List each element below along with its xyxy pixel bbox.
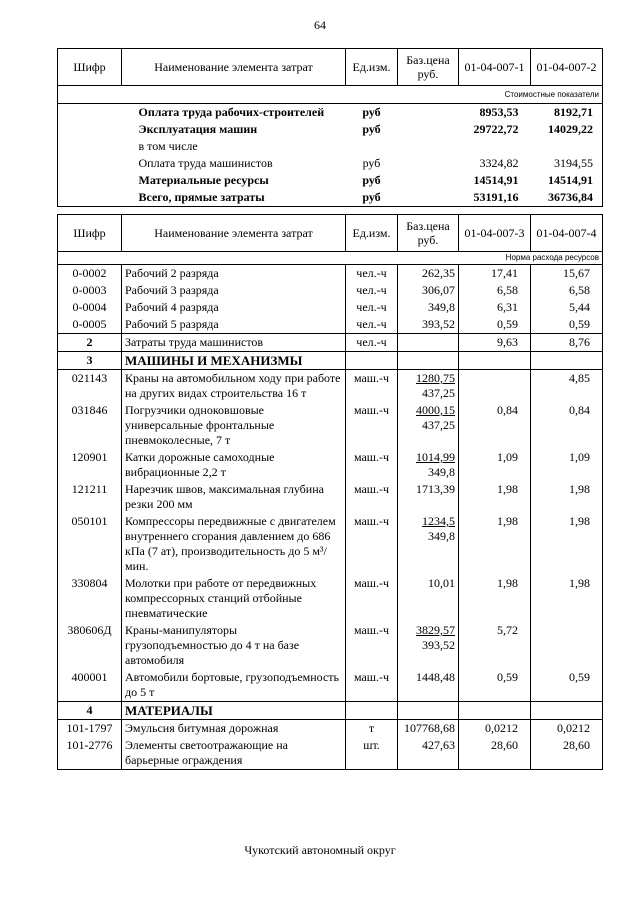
header-code: Шифр [58, 215, 122, 252]
section-row [58, 334, 603, 352]
cell-unit: т [346, 720, 398, 738]
cell-unit [346, 352, 398, 370]
cell-code: 400001 [58, 669, 122, 702]
cell-unit: чел.-ч [346, 282, 398, 299]
cell-unit: чел.-ч [346, 316, 398, 334]
cell-value-3 [459, 702, 531, 720]
base-price-value: 262,35 [422, 266, 455, 280]
table-row [58, 189, 603, 207]
cell-base-price [398, 155, 459, 172]
cell-code: 101-1797 [58, 720, 122, 738]
subheader-row [58, 86, 603, 104]
cell-unit [346, 138, 398, 155]
cell-base-price [398, 402, 459, 449]
cell-value-3: 1,98 [459, 481, 531, 513]
table-row [58, 737, 603, 770]
cell-unit: руб [346, 189, 398, 207]
section-row [58, 702, 603, 720]
table-row [58, 265, 603, 283]
header-unit: Ед.изм. [346, 215, 398, 252]
cell-unit: маш.-ч [346, 481, 398, 513]
resource-norms-table [57, 214, 603, 770]
table-header-row [58, 215, 603, 252]
cell-code [58, 121, 122, 138]
header-code: Шифр [58, 49, 122, 86]
cell-value-3: 5,72 [459, 622, 531, 669]
subheader: Норма расхода ресурсов [58, 252, 603, 265]
cell-base-price [398, 172, 459, 189]
cell-unit: чел.-ч [346, 265, 398, 283]
cell-value-2: 14029,22 [531, 121, 603, 138]
cell-value-3: 17,41 [459, 265, 531, 283]
cell-code: 031846 [58, 402, 122, 449]
cell-value-3: 0,59 [459, 316, 531, 334]
cell-unit: маш.-ч [346, 449, 398, 481]
cell-base-price [398, 669, 459, 702]
cell-code: 0-0002 [58, 265, 122, 283]
cell-value-2 [531, 138, 603, 155]
cell-unit: руб [362, 105, 381, 119]
cell-value-4: 4,85 [531, 370, 603, 403]
cell-value-4 [531, 622, 603, 669]
cell-base-price [398, 622, 459, 669]
cell-value-1 [459, 138, 531, 155]
cell-name: Оплата труда машинистов [138, 156, 273, 170]
cell-value-4: 0,59 [531, 316, 603, 334]
cell-value-3: 6,31 [459, 299, 531, 316]
table-row [58, 121, 603, 138]
cell-value-2: 3194,55 [531, 155, 603, 172]
cell-base-price [398, 513, 459, 575]
base-price-value: 4000,15 [416, 403, 455, 417]
cell-name: Всего, прямые затраты [122, 189, 346, 207]
table-row [58, 720, 603, 738]
cell-base-price [398, 104, 459, 122]
cell-name: Материальные ресурсы [138, 173, 269, 187]
table-row [58, 316, 603, 334]
cell-base-price [398, 481, 459, 513]
cell-value-3: 0,0212 [459, 720, 531, 738]
cell-name: Краны-манипуляторы грузоподъемностью до 4 т на базе автомобиля [122, 622, 346, 669]
cell-value-4: 28,60 [531, 737, 603, 770]
cell-value-3: 28,60 [459, 737, 531, 770]
cell-base-price [398, 265, 459, 283]
header-base-price: Баз.цена руб. [398, 49, 459, 86]
cell-name: Автомобили бортовые, грузоподъемность до 5 т [122, 669, 346, 702]
base-price-machinist-value: 437,25 [422, 418, 455, 432]
cell-base-price [398, 702, 459, 720]
table-row [58, 370, 603, 403]
cell-code: 021143 [58, 370, 122, 403]
cell-unit: маш.-ч [346, 370, 398, 403]
cell-code: 330804 [58, 575, 122, 622]
base-price-value: 427,63 [422, 738, 455, 752]
cell-name: Оплата труда рабочих-строителей [138, 105, 325, 119]
cell-value-3: 6,58 [459, 282, 531, 299]
cell-code: 101-2776 [58, 737, 122, 770]
header-col-2: 01-04-007-2 [531, 49, 603, 86]
base-price-machinist-value: 393,52 [422, 638, 455, 652]
subheader-row [58, 252, 603, 265]
cell-value-4: 1,09 [531, 449, 603, 481]
cell-name: Катки дорожные самоходные вибрационные 2,2 т [122, 449, 346, 481]
base-price-machinist-value: 349,8 [428, 465, 455, 479]
cell-name: Краны на автомобильном ходу при работе на других видах строительства 16 т [122, 370, 346, 403]
section-row [58, 352, 603, 370]
cell-base-price [398, 316, 459, 334]
base-price-value: 349,8 [428, 300, 455, 314]
cell-value-4: 0,84 [531, 402, 603, 449]
cell-value-3 [459, 352, 531, 370]
cell-value-3: 0,59 [459, 669, 531, 702]
cell-base-price [398, 720, 459, 738]
cell-base-price [398, 189, 459, 207]
cell-value-1: 29722,72 [473, 122, 519, 136]
cell-name: Элементы светоотражающие на барьерные ограждения [122, 737, 346, 770]
cell-value-1: 3324,82 [479, 156, 519, 170]
table-row [58, 622, 603, 669]
cell-value-4: 1,98 [531, 575, 603, 622]
cell-unit [346, 702, 398, 720]
table-row [58, 282, 603, 299]
cell-code [58, 138, 122, 155]
table-row [58, 138, 603, 155]
cell-base-price [398, 575, 459, 622]
cell-value-4: 8,76 [531, 334, 603, 352]
cell-base-price [398, 737, 459, 770]
cell-base-price [398, 282, 459, 299]
cell-name: в том числе [138, 139, 198, 153]
cell-unit: маш.-ч [346, 669, 398, 702]
cell-unit: чел.-ч [346, 334, 398, 352]
header-name: Наименование элемента затрат [122, 49, 346, 86]
table-row [58, 575, 603, 622]
table-row [58, 155, 603, 172]
base-price-value: 393,52 [422, 317, 455, 331]
cell-value-4 [531, 702, 603, 720]
cell-value-3 [459, 370, 531, 403]
cell-value-2: 36736,84 [531, 189, 603, 207]
cell-value-4 [531, 352, 603, 370]
cell-unit: маш.-ч [346, 402, 398, 449]
base-price-value: 1234,5 [422, 514, 455, 528]
cell-code: 4 [58, 702, 122, 720]
cell-base-price [398, 334, 459, 352]
base-price-machinist-value: 349,8 [428, 529, 455, 543]
base-price-value: 10,01 [428, 576, 455, 590]
cell-value-1: 8953,53 [479, 105, 519, 119]
cell-code [58, 172, 122, 189]
header-col-4: 01-04-007-4 [531, 215, 603, 252]
cell-base-price [398, 370, 459, 403]
cell-name: Нарезчик швов, максимальная глубина резки 200 мм [122, 481, 346, 513]
cell-unit: руб [362, 173, 381, 187]
cell-value-4: 1,98 [531, 513, 603, 575]
cell-value-4: 1,98 [531, 481, 603, 513]
cell-base-price [398, 138, 459, 155]
cell-value-2: 8192,71 [531, 104, 603, 122]
table-row [58, 104, 603, 122]
cell-code: 0-0005 [58, 316, 122, 334]
cell-name: Эксплуатация машин [138, 122, 258, 136]
cell-code [58, 104, 122, 122]
table-row [58, 513, 603, 575]
cell-code: 0-0004 [58, 299, 122, 316]
cell-base-price [398, 121, 459, 138]
cell-value-1: 53191,16 [459, 189, 531, 207]
table-row [58, 172, 603, 189]
cell-value-4: 5,44 [531, 299, 603, 316]
cell-value-3: 1,98 [459, 513, 531, 575]
cell-value-3: 0,84 [459, 402, 531, 449]
cell-code [58, 155, 122, 172]
cell-name: МАТЕРИАЛЫ [122, 702, 346, 720]
cell-code: 380606Д [58, 622, 122, 669]
subheader: Стоимостные показатели [58, 86, 603, 104]
header-base-price: Баз.цена руб. [398, 215, 459, 252]
header-col-1: 01-04-007-1 [459, 49, 531, 86]
cell-name: Погрузчики одноковшовые универсальные фронтальные пневмоколесные, 7 т [122, 402, 346, 449]
cell-name: Эмульсия битумная дорожная [122, 720, 346, 738]
cell-code: 2 [58, 334, 122, 352]
cell-name: Компрессоры передвижные с двигателем внутреннего сгорания давлением до 686 кПа (7 ат), производительность до 5 м³/мин. [122, 513, 346, 575]
base-price-value: 1448,48 [416, 670, 455, 684]
cell-name: Рабочий 5 разряда [122, 316, 346, 334]
cell-unit: руб [362, 122, 381, 136]
cell-code: 0-0003 [58, 282, 122, 299]
cell-value-3: 9,63 [459, 334, 531, 352]
table-header-row [58, 49, 603, 86]
cell-value-3: 1,98 [459, 575, 531, 622]
cell-value-4: 6,58 [531, 282, 603, 299]
cell-value-2: 14514,91 [531, 172, 603, 189]
cost-indicators-table [57, 48, 603, 207]
cell-code: 3 [58, 352, 122, 370]
cell-unit: маш.-ч [346, 622, 398, 669]
cell-code: 050101 [58, 513, 122, 575]
cell-name: МАШИНЫ И МЕХАНИЗМЫ [122, 352, 346, 370]
page-number: 64 [314, 18, 326, 32]
cell-value-4: 0,0212 [531, 720, 603, 738]
cell-value-3: 1,09 [459, 449, 531, 481]
cell-unit: маш.-ч [346, 513, 398, 575]
cell-base-price [398, 352, 459, 370]
cell-unit: шт. [346, 737, 398, 770]
cell-value-4: 0,59 [531, 669, 603, 702]
base-price-value: 1280,75 [416, 371, 455, 385]
cell-code: 121211 [58, 481, 122, 513]
cell-code: 120901 [58, 449, 122, 481]
cell-value-1: 14514,91 [473, 173, 519, 187]
cell-name: Затраты труда машинистов [122, 334, 346, 352]
table-row [58, 449, 603, 481]
table-row [58, 481, 603, 513]
base-price-value: 306,07 [422, 283, 455, 297]
table-row [58, 299, 603, 316]
table-row [58, 669, 603, 702]
base-price-value: 107768,68 [404, 721, 455, 735]
base-price-value: 1713,39 [416, 482, 455, 496]
header-unit: Ед.изм. [346, 49, 398, 86]
cell-name: Молотки при работе от передвижных компрессорных станций отбойные пневматические [122, 575, 346, 622]
cell-name: Рабочий 3 разряда [122, 282, 346, 299]
header-col-3: 01-04-007-3 [459, 215, 531, 252]
header-name: Наименование элемента затрат [122, 215, 346, 252]
cell-code [58, 189, 122, 207]
cell-unit: чел.-ч [346, 299, 398, 316]
cell-base-price [398, 449, 459, 481]
table-row [58, 402, 603, 449]
base-price-machinist-value: 437,25 [422, 386, 455, 400]
cell-value-4: 15,67 [531, 265, 603, 283]
cell-base-price [398, 299, 459, 316]
cell-unit: руб [362, 156, 381, 170]
cell-unit: маш.-ч [346, 575, 398, 622]
base-price-value: 1014,99 [416, 450, 455, 464]
cell-name: Рабочий 2 разряда [122, 265, 346, 283]
page-footer: Чукотский автономный округ [244, 843, 396, 857]
base-price-value: 3829,57 [416, 623, 455, 637]
cell-name: Рабочий 4 разряда [122, 299, 346, 316]
